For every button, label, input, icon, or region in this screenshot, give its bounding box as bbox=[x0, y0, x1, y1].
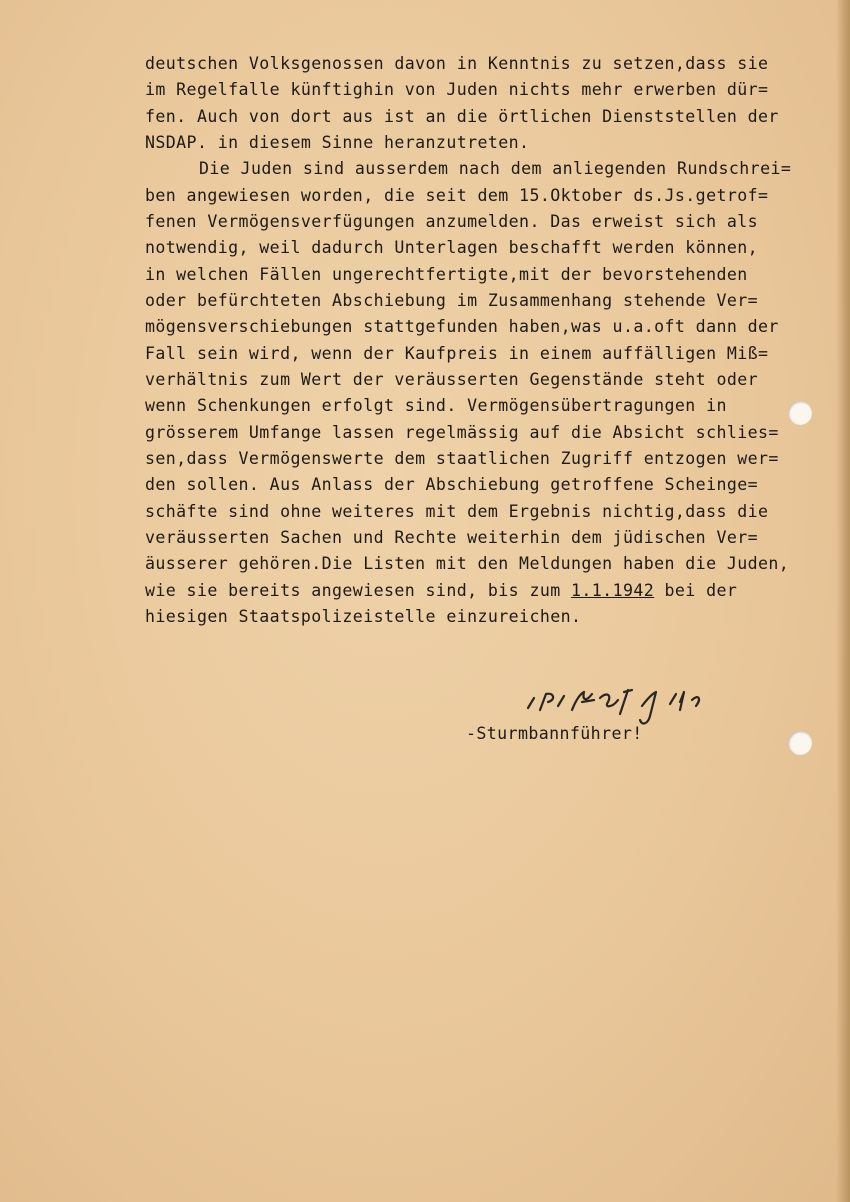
text-segment: wie sie bereits angewiesen sind, bis zum bbox=[145, 581, 572, 600]
paragraph-start-line: Die Juden sind ausserdem nach dem anliegenden Rundschrei= bbox=[199, 159, 792, 178]
text-line: äusserer gehören.Die Listen mit den Meldungen haben die Juden, bbox=[145, 554, 790, 573]
punch-hole bbox=[788, 731, 812, 755]
paper-edge bbox=[836, 0, 850, 1202]
text-line: den sollen. Aus Anlass der Abschiebung getroffene Scheinge= bbox=[145, 475, 759, 494]
text-line-with-date bbox=[145, 581, 805, 601]
text-line: deutschen Volksgenossen davon in Kenntnis zu setzen,dass sie bbox=[145, 54, 769, 73]
text-line: hiesigen Staatspolizeistelle einzureichen. bbox=[145, 607, 582, 626]
text-line: verhältnis zum Wert der veräusserten Gegenstände steht oder bbox=[145, 370, 759, 389]
signature-transcription: Pl. Stg. bbox=[520, 680, 525, 681]
text-line: NSDAP. in diesem Sinne heranzutreten. bbox=[145, 133, 530, 152]
signatory-rank: -Sturmbannführer! bbox=[466, 724, 643, 743]
text-line: ben angewiesen worden, die seit dem 15.Oktober ds.Js.getrof= bbox=[145, 186, 769, 205]
punch-hole bbox=[788, 401, 812, 425]
text-line: grösserem Umfange lassen regelmässig auf die Absicht schlies= bbox=[145, 423, 779, 442]
text-line: mögensverschiebungen stattgefunden haben,was u.a.oft dann der bbox=[145, 317, 779, 336]
text-line: Fall sein wird, wenn der Kaufpreis in einem auffälligen Miß= bbox=[145, 344, 769, 363]
deadline-date: 1.1.1942 bbox=[571, 581, 655, 600]
text-segment: bei der bbox=[654, 581, 738, 600]
text-line: im Regelfalle künftighin von Juden nichts mehr erwerben dür= bbox=[145, 80, 769, 99]
text-line: oder befürchteten Abschiebung im Zusammenhang stehende Ver= bbox=[145, 291, 759, 310]
text-line: sen,dass Vermögenswerte dem staatlichen Zugriff entzogen wer= bbox=[145, 449, 779, 468]
handwritten-signature bbox=[520, 680, 710, 730]
text-line: notwendig, weil dadurch Unterlagen beschafft werden können, bbox=[145, 238, 759, 257]
text-line: in welchen Fällen ungerechtfertigte,mit der bevorstehenden bbox=[145, 265, 748, 284]
text-line: fen. Auch von dort aus ist an die örtlichen Dienststellen der bbox=[145, 107, 779, 126]
text-line: veräusserten Sachen und Rechte weiterhin dem jüdischen Ver= bbox=[145, 528, 759, 547]
text-line: schäfte sind ohne weiteres mit dem Ergebnis nichtig,dass die bbox=[145, 502, 769, 521]
text-line: fenen Vermögensverfügungen anzumelden. Das erweist sich als bbox=[145, 212, 759, 231]
text-line: wenn Schenkungen erfolgt sind. Vermögensübertragungen in bbox=[145, 396, 727, 415]
